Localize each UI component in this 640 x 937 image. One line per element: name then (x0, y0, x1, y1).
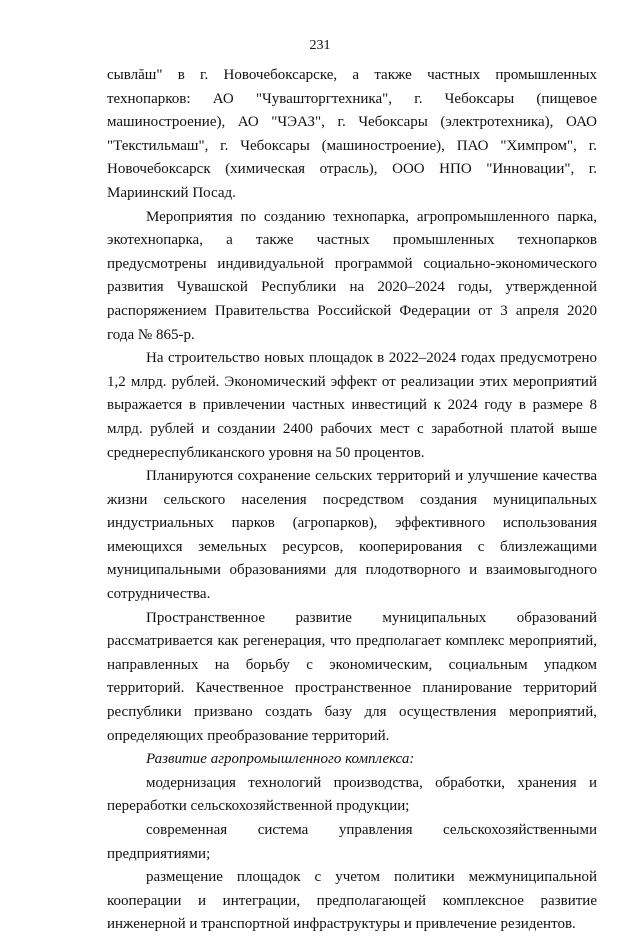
page-number: 231 (309, 38, 331, 53)
document-body (107, 64, 597, 937)
paragraph-4: Планируются сохранение сельских территорий и улучшение качества жизни сельского населения посредством создания муниципальных индустриальных парков (агропарков), эффективного использования имеющихся земельных ресурсов, кооперирования с близлежащими муниципальными образованиями для плодотворного и взаимовыгодного сотрудничества. (107, 468, 597, 603)
list-item: размещение площадок с учетом политики межмуниципальной кооперации и интеграции, предполагающей комплексное развитие инженерной и транспортной инфраструктуры и привлечение резидентов. (107, 869, 597, 933)
paragraph-2: Мероприятия по созданию технопарка, агропромышленного парка, экотехнопарка, а также частных промышленных технопарков предусмотрены индивидуальной программой социально-экономического развития Чувашской Республики на 2020–2024 годы, утвержденной распоряжением Правительства Российской Федерации от 3 апреля 2020 года № 865-р. (107, 208, 597, 343)
list-item: современная система управления сельскохозяйственными предприятиями; (107, 822, 597, 862)
paragraph-5: Пространственное развитие муниципальных образований рассматривается как регенерация, что предполагает комплекс мероприятий, направленных на борьбу с экономическим, социальным упадком территорий. Качественное пространственное планирование территорий республики призвано создать базу для осуществления мероприятий, определяющих преобразование территорий. (107, 609, 597, 744)
paragraph-3: На строительство новых площадок в 2022–2024 годах предусмотрено 1,2 млрд. рублей. Экономический эффект от реализации этих мероприятий выражается в привлечении частных инвестиций к 2024 году в размере 8 млрд. рублей и создании 2400 рабочих мест с заработной платой выше среднереспубликанского уровня на 50 процентов. (107, 350, 597, 461)
section-heading: Развитие агропромышленного комплекса: (146, 751, 415, 768)
list-item: модернизация технологий производства, обработки, хранения и переработки сельскохозяйственной продукции; (107, 774, 597, 815)
paragraph-1: сывлăш" в г. Новочебоксарске, а также частных промышленных технопарков: АО "Чувашторгтехника", г. Чебоксары (пищевое машиностроение), АО "ЧЭАЗ", г. Чебоксары (электротехника), ОАО "Текстильмаш", г. Чебоксары (машиностроение), ПАО "Химпром", г. Новочебоксарск (химическая отрасль), ООО НПО "Инновации", г. Мариинский Посад. (107, 67, 597, 201)
